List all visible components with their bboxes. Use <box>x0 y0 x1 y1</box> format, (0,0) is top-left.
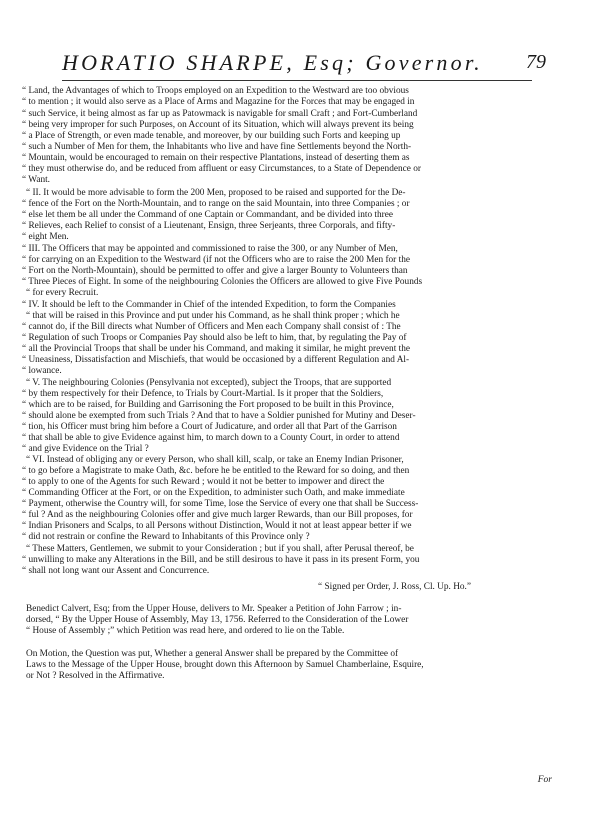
text-line: “ Regulation of such Troops or Companies Pay should also be left to him, that, by regulating the Pay of <box>22 333 407 343</box>
page-title: HORATIO SHARPE, Esq; Governor. <box>62 50 483 75</box>
catchword: For <box>537 775 552 785</box>
text-line: “ to apply to one of the Agents for such Reward ; would it not be better to impower and direct the <box>22 477 385 487</box>
text-line: “ which are to be raised, for Building and Garrisoning the Fort proposed to be built in this Province, <box>22 400 394 410</box>
text-line: “ Relieves, each Relief to consist of a Lieutenant, Ensign, three Serjeants, three Corporals, and fifty- <box>22 221 396 231</box>
text-line: “ eight Men. <box>22 232 69 242</box>
text-line: “ that will be raised in this Province and put under his Command, as he shall think proper ; which he <box>26 311 400 321</box>
text-line: “ Land, the Advantages of which to Troops employed on an Expedition to the Westward are too obvious <box>22 86 409 96</box>
text-line: “ II. It would be more advisable to form the 200 Men, proposed to be raised and supported for the De- <box>26 188 406 198</box>
text-line: “ a Place of Strength, or even made tenable, and moreover, by our building such Forts and keeping up <box>22 131 401 141</box>
text-line: “ tion, his Officer must bring him before a Court of Judicature, and order all that Part of the Garrison <box>22 422 397 432</box>
text-line: “ Uneasiness, Dissatisfaction and Mischiefs, that would be occasioned by a different Regulation and Al- <box>22 355 410 365</box>
text-line: “ did not restrain or confine the Reward to Inhabitants of this Province only ? <box>22 532 310 542</box>
text-line: “ unwilling to make any Alterations in the Bill, and be still desirous to have it pass in its present Form, you <box>22 555 420 565</box>
text-line: “ Signed per Order, J. Ross, Cl. Up. Ho.” <box>318 582 472 592</box>
text-line: Benedict Calvert, Esq; from the Upper House, delivers to Mr. Speaker a Petition of John Farrow ; in- <box>26 604 402 614</box>
text-line: “ Mountain, would be encouraged to remain on their respective Plantations, instead of deserting them as <box>22 153 410 163</box>
text-line: dorsed, “ By the Upper House of Assembly, May 13, 1756. Referred to the Consideration of the Lower <box>26 615 409 625</box>
text-line: “ and give Evidence on the Trial ? <box>22 444 149 454</box>
text-line: “ cannot do, if the Bill directs what Number of Officers and Men each Company shall consist of : The <box>22 322 401 332</box>
text-line: “ ful ? And as the neighbouring Colonies offer and give much larger Rewards, than our Bill proposes, for <box>22 510 413 520</box>
text-line: “ VI. Instead of obliging any or every Person, who shall kill, scalp, or take an Enemy Indian Prisoner, <box>26 455 404 465</box>
text-line: “ for carrying on an Expedition to the Westward (if not the Officers who are to raise the 200 Men for the <box>22 255 410 265</box>
text-line: “ These Matters, Gentlemen, we submit to your Consideration ; but if you shall, after Perusal thereof, be <box>26 544 414 554</box>
text-line: “ V. The neighbouring Colonies (Pensylvania not excepted), subject the Troops, that are supported <box>26 378 392 388</box>
page-number: 79 <box>526 51 546 73</box>
text-line: On Motion, the Question was put, Whether a general Answer shall be prepared by the Committee of <box>26 649 399 659</box>
text-line: “ Payment, otherwise the Country will, for some Time, lose the Service of every one that shall be Success- <box>22 499 419 509</box>
text-line: “ by them respectively for their Defence, to Trials by Court-Martial. Is it proper that the Soldiers, <box>22 389 384 399</box>
text-line: “ IV. It should be left to the Commander in Chief of the intended Expedition, to form the Companies <box>22 300 396 310</box>
text-line: “ that shall be able to give Evidence against him, to march down to a County Court, in order to attend <box>22 433 400 443</box>
text-line: “ Indian Prisoners and Scalps, to all Persons without Distinction, Would it not at least appear better if we <box>22 521 412 531</box>
text-line: “ else let them be all under the Command of one Captain or Commandant, and be divided into three <box>22 210 393 220</box>
text-line: “ Three Pieces of Eight. In some of the neighbouring Colonies the Officers are allowed to give Five Pounds <box>22 277 423 287</box>
text-line: “ shall not long want our Assent and Concurrence. <box>22 566 210 576</box>
text-line: “ Fort on the North-Mountain), should be permitted to offer and give a larger Bounty to Volunteers than <box>22 266 408 276</box>
text-line: “ such a Number of Men for them, the Inhabitants who live and have fine Settlements beyond the North- <box>22 142 412 152</box>
text-line: “ fence of the Fort on the North-Mountain, and to range on the said Mountain, into three Companies ; or <box>22 199 410 209</box>
text-line: “ they must otherwise do, and be reduced from affluent or easy Circumstances, to a State of Dependence or <box>22 164 421 174</box>
text-line: “ to go before a Magistrate to make Oath, &c. before he be entitled to the Reward for so doing, and then <box>22 466 410 476</box>
text-line: “ Want. <box>22 175 50 185</box>
text-line: “ for every Recruit. <box>26 288 99 298</box>
text-line: “ III. The Officers that may be appointed and commissioned to raise the 300, or any Number of Men, <box>22 244 398 254</box>
text-line: “ Commanding Officer at the Fort, or on the Expedition, to administer such Oath, and make immediate <box>22 488 405 498</box>
text-line: “ lowance. <box>22 366 62 376</box>
text-line: “ to mention ; it would also serve as a Place of Arms and Magazine for the Forces that may be engaged in <box>22 97 415 107</box>
text-line: “ House of Assembly ;” which Petition was read here, and ordered to lie on the Table. <box>26 626 345 636</box>
text-line: Laws to the Message of the Upper House, brought down this Afternoon by Samuel Chamberlaine, Esquire, <box>26 660 424 670</box>
text-line: or Not ? Resolved in the Affirmative. <box>26 671 165 681</box>
text-line: “ should alone be exempted from such Trials ? And that to have a Soldier punished for Mutiny and Deser- <box>22 411 416 421</box>
text-line: “ such Service, it being almost as far up as Patowmack is navigable for small Craft ; and Fort-Cumberland <box>22 109 418 119</box>
text-line: “ all the Provincial Troops that shall be under his Command, and making it similar, he might prevent the <box>22 344 410 354</box>
running-header <box>62 50 546 81</box>
text-line: “ being very improper for such Purposes, on Account of its Situation, which will always prevent its being <box>22 120 414 130</box>
